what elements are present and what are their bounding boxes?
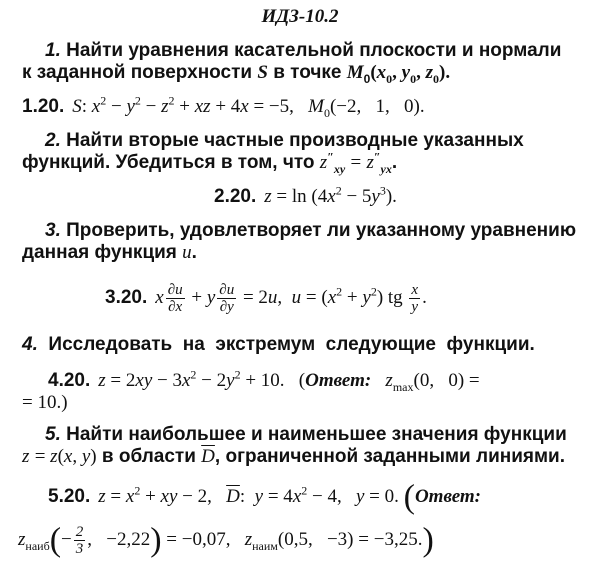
document-title: ИДЗ-10.2 <box>261 6 339 27</box>
task2-line2: функций. Убедиться в том, что $z''_{xy} = z''_{yx}$. <box>22 149 398 176</box>
task4-item: 4.20. $z = 2xy - 3x^2 - 2y^2 + 10$. (Ответ: $z_{max}(0$, 0) = <box>48 367 480 394</box>
task2-line1: 2. Найти вторые частные производные указанных <box>45 130 524 151</box>
task1-item: 1.20. S: $x^2 - y^2 - z^2$ + xz + 4x = −5, $M_0(-2$, 1, 0). <box>22 93 425 120</box>
task4-number: 4. <box>22 334 38 355</box>
task2-item-number: 2.20. <box>214 186 257 207</box>
task5-item: 5.20. $z = x^2$ + xy − 2, $\overline{D}$: $y = 4x^2 - 4$, y = 0. (Ответ: <box>48 478 481 516</box>
task3-line2: данная функция u. <box>22 242 197 263</box>
task1-item-number: 1.20. <box>22 96 65 117</box>
task3-item: 3.20. x $\frac{\partial u}{\partial x}$ + y $\frac{\partial u}{\partial y}$ = 2u, $u = (x^2 + y^2)$ tg $\frac{x}{y}$ . <box>105 282 427 316</box>
task1-line2: к заданной поверхности S в точке $M_0(x_0$, $y_0$, $z_0$). <box>22 62 451 86</box>
task1-line1: 1. Найти уравнения касательной плоскости и нормали <box>45 40 562 61</box>
task3-number: 3. <box>45 220 61 241</box>
task5-item-number: 5.20. <box>48 486 91 507</box>
task4-line1: 4. Исследовать на экстремум следующие функции. <box>22 334 535 355</box>
task5-line2: z = z(x, y) в области $\overline{D}$, ограниченной заданными линиями. <box>22 446 566 467</box>
task1-number: 1. <box>45 40 61 61</box>
task2-number: 2. <box>45 130 61 151</box>
task3-line1: 3. Проверить, удовлетворяет ли указанному уравнению <box>45 220 577 241</box>
task3-item-number: 3.20. <box>105 287 148 308</box>
task4-item-number: 4.20. <box>48 370 91 391</box>
task5-number: 5. <box>45 424 61 445</box>
task5-line1: 5. Найти наибольшее и наименьшее значения функции <box>45 424 567 445</box>
task5-item-cont: $z_{наиб}(-$ $\frac{2}{3}$ , −2,22) = −0,07, $z_{наим}(0,5$, −3) = −3,25.) <box>18 521 434 559</box>
task4-item-cont: = 10.) <box>22 392 68 413</box>
task2-item: 2.20. $z = \ln (4x^2 - 5y^3)$. <box>214 183 397 207</box>
